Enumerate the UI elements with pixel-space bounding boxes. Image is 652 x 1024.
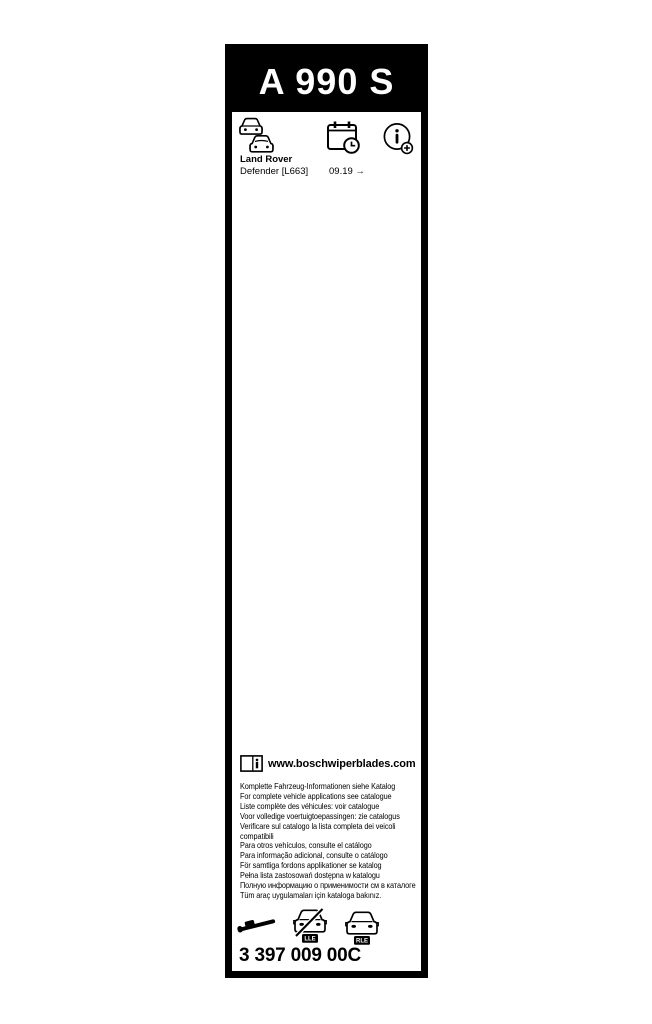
website-row bbox=[240, 755, 416, 772]
rle-badge-label: RLE bbox=[356, 938, 368, 945]
car-rle-icon bbox=[345, 909, 379, 947]
calendar-clock-icon bbox=[326, 120, 362, 155]
website-url: www.boschwiperblades.com bbox=[268, 757, 416, 770]
catalog-note: Para informação adicional, consulte o catálogo bbox=[240, 850, 388, 861]
catalog-notes bbox=[240, 782, 419, 901]
catalog-note: Voor volledige voertuigtoepassingen: zie catalogus bbox=[240, 810, 400, 821]
catalog-note: Verificare sul catalogo la lista completa dei veicoli bbox=[240, 820, 396, 831]
product-label-card bbox=[225, 44, 428, 978]
vehicle-make-label: Land Rover bbox=[240, 154, 293, 165]
catalog-note: Полную информацию о применимости см в каталоге bbox=[240, 880, 416, 891]
catalog-note: För samtliga fordons applikationer se katalog bbox=[240, 860, 382, 871]
catalog-note: Pełna lista zastosowań dostępna w katalogu bbox=[240, 870, 380, 881]
model-code-title: A 990 S bbox=[258, 60, 395, 102]
catalog-note: Liste complète des véhicules: voir catalogue bbox=[240, 800, 380, 811]
wiper-blade-icon bbox=[237, 913, 277, 938]
catalog-note: compatibili bbox=[240, 830, 274, 841]
car-crossed-lle-icon bbox=[293, 907, 327, 945]
car-applications-icon bbox=[239, 117, 275, 156]
catalog-note: For complete vehicle applications see catalogue bbox=[240, 790, 392, 801]
production-date-range: 09.19 → bbox=[329, 166, 365, 177]
catalog-note: Tüm araç uygulamaları için kataloga bakınız. bbox=[240, 889, 382, 900]
catalog-note: Komplette Fahrzeug-Informationen siehe Katalog bbox=[240, 781, 396, 791]
catalog-note: Para otros vehículos, consulte el catálogo bbox=[240, 840, 372, 851]
model-header bbox=[232, 51, 421, 112]
lle-badge-label: LLE bbox=[304, 936, 316, 943]
book-info-icon bbox=[240, 755, 263, 772]
part-number: 3 397 009 00C bbox=[239, 945, 362, 966]
vehicle-model-label: Defender [L663] bbox=[240, 166, 309, 177]
info-plus-icon bbox=[383, 122, 414, 156]
